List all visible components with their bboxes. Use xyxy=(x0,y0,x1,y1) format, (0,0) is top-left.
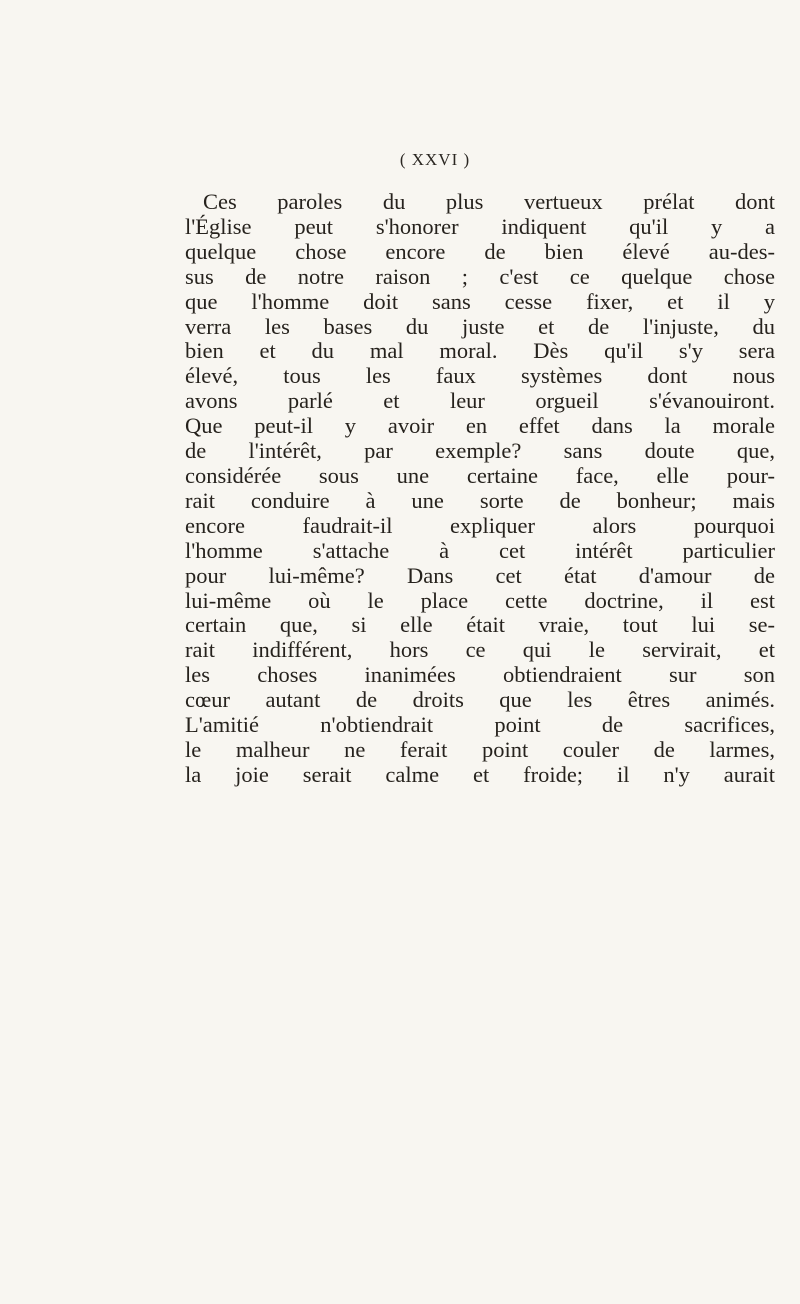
text-line: quelque chose encore de bien élevé au-des- xyxy=(185,238,775,264)
page-number: ( XXVI ) xyxy=(399,150,471,169)
text-line: lui-même où le place cette doctrine, il est xyxy=(185,587,775,613)
text-line: l'Église peut s'honorer indiquent qu'il y a xyxy=(185,213,775,239)
text-line: l'homme s'attache à cet intérêt particulier xyxy=(185,537,775,563)
text-line: que l'homme doit sans cesse fixer, et il y xyxy=(185,288,775,314)
text-line: avons parlé et leur orgueil s'évanouiront. xyxy=(185,388,775,414)
body-text xyxy=(185,190,775,788)
text-line: de l'intérêt, par exemple? sans doute que, xyxy=(185,438,775,464)
text-line: les choses inanimées obtiendraient sur son xyxy=(185,662,775,688)
text-line: sus de notre raison ; c'est ce quelque chose xyxy=(185,263,775,289)
text-line: cœur autant de droits que les êtres animés. xyxy=(185,687,775,713)
text-line: encore faudrait-il expliquer alors pourquoi xyxy=(185,512,775,538)
text-line: élevé, tous les faux systèmes dont nous xyxy=(185,363,775,389)
text-line: verra les bases du juste et de l'injuste, du xyxy=(185,313,775,339)
text-line: la joie serait calme et froide; il n'y aurait xyxy=(185,761,775,787)
text-line: considérée sous une certaine face, elle pour- xyxy=(185,462,775,488)
text-line: bien et du mal moral. Dès qu'il s'y sera xyxy=(185,338,775,364)
text-line: Ces paroles du plus vertueux prélat dont xyxy=(203,189,775,214)
text-line: le malheur ne ferait point couler de larmes, xyxy=(185,736,775,762)
text-line: rait indifférent, hors ce qui le servirait, et xyxy=(185,637,775,663)
text-line: rait conduire à une sorte de bonheur; mais xyxy=(185,487,775,513)
text-line: pour lui-même? Dans cet état d'amour de xyxy=(185,562,775,588)
text-line: L'amitié n'obtiendrait point de sacrifices, xyxy=(185,712,775,738)
text-line: certain que, si elle était vraie, tout lui se- xyxy=(185,612,775,638)
text-line: Que peut-il y avoir en effet dans la morale xyxy=(185,413,775,439)
